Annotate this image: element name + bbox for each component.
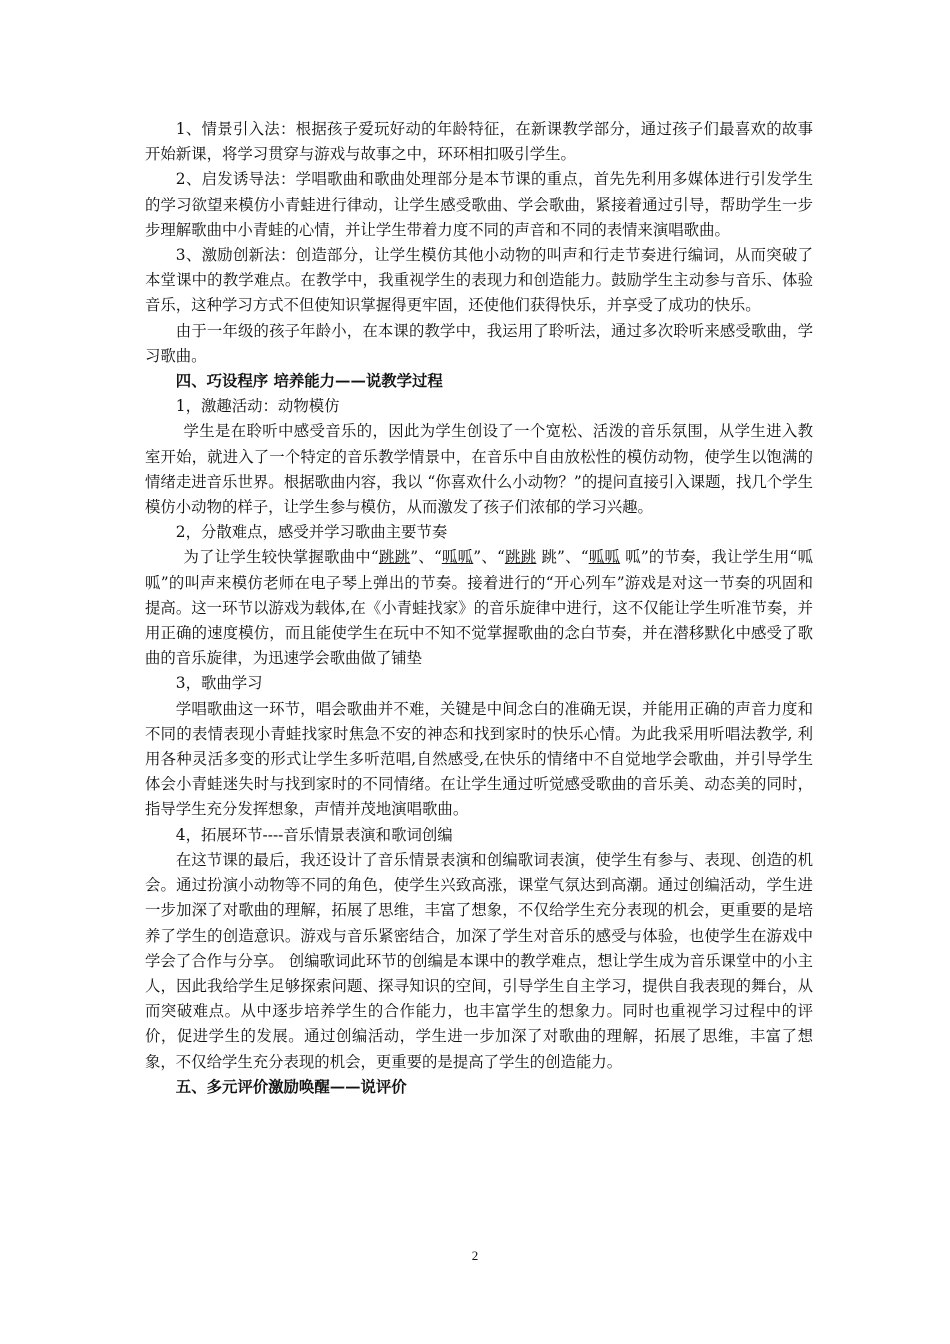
subheading-extension: 4，拓展环节----音乐情景表演和歌词创编: [175, 825, 453, 844]
paragraph-encouragement-method: 3、激励创新法：创造部分，让学生模仿其他小动物的叫声和行走节奏进行编词，从而突破了本堂课中的教学难点。在教学中，我重视学生的表现力和创造能力。鼓励学生主动参与音乐、体验音乐，这种学习方式不但使知识掌握得更牢固，还使他们获得快乐，并享受了成功的快乐。: [145, 246, 813, 315]
subheading-animal-imitation: 1，激趣活动：动物模仿: [175, 397, 340, 416]
rhythm-text-a: 为了让学生较快掌握歌曲中“: [183, 548, 379, 567]
section-heading-evaluation: 五、多元评价激励唤醒——说评价: [175, 1077, 407, 1096]
rhythm-text-b: ”、“: [410, 548, 442, 567]
rhythm-text-e: 呱”的节奏，我让学生用“呱呱”的叫声来模仿老师在电子琴上弹出的节奏。接着进行的“开心列车”游戏是对这一节奏的巩固和提高。这一环节以游戏为载体,在《小青蛙找家》的音乐旋律中进行，这不仅能让学生听准节奏，并用正确的速度模仿，而且能使学生在玩中不知不觉掌握歌曲的念白节奏，并在潜移默化中感受了歌曲的音乐旋律，为迅速学会歌曲做了铺垫: [145, 548, 813, 668]
rhythm-text-d: 跳”、“: [536, 548, 589, 567]
rhythm-underlined-4: 呱呱: [588, 548, 621, 567]
rhythm-underlined-1: 跳跳: [378, 548, 411, 567]
paragraph-animal-imitation: 学生是在聆听中感受音乐的，因此为学生创设了一个宽松、活泼的音乐氛围，从学生进入教室开始，就进入了一个特定的音乐教学情景中，在音乐中自由放松性的模仿动物，使学生以饱满的情绪走进音乐世界。根据歌曲内容，我以 “你喜欢什么小动物？”的提问直接引入课题，找几个学生模仿小动物的样子，让学生参与模仿，从而激发了孩子们浓郁的学习兴趣。: [145, 422, 813, 517]
rhythm-underlined-3: 跳跳: [504, 548, 537, 567]
paragraph-rhythm: [145, 545, 813, 671]
paragraph-song-learning: 学唱歌曲这一环节，唱会歌曲并不难，关键是中间念白的准确无误，并能用正确的声音力度和不同的表情表现小青蛙找家时焦急不安的神态和找到家时的快乐心情。为此我采用听唱法教学, 利用各种灵活多变的形式让学生多听范唱,自然感受,在快乐的情绪中不自觉地学会歌曲，并引导学生体会小青蛙迷失时与找到家时的不同情绪。在让学生通过听觉感受歌曲的音乐美、动态美的同时，指导学生充分发挥想象，声情并茂地演唱歌曲。: [145, 699, 813, 819]
paragraph-inspiration-method: 2、启发诱导法：学唱歌曲和歌曲处理部分是本节课的重点，首先先利用多媒体进行引发学生的学习欲望来模仿小青蛙进行律动，让学生感受歌曲、学会歌曲，紧接着通过引导，帮助学生一步步理解歌曲中小青蛙的心情，并让学生带着力度不同的声音和不同的表情来演唱歌曲。: [145, 170, 813, 239]
section-heading-teaching-process: 四、巧设程序 培养能力——说教学过程: [175, 372, 443, 391]
paragraph-listening-method: 由于一年级的孩子年龄小，在本课的教学中，我运用了聆听法，通过多次聆听来感受歌曲，学习歌曲。: [145, 321, 813, 365]
paragraph-situational-method: 1、情景引入法：根据孩子爱玩好动的年龄特征，在新课教学部分，通过孩子们最喜欢的故事开始新课，将学习贯穿与游戏与故事之中，环环相扣吸引学生。: [145, 120, 813, 164]
page-number: 2: [471, 1248, 479, 1263]
subheading-rhythm: 2，分散难点，感受并学习歌曲主要节奏: [175, 523, 448, 542]
subheading-song-learning: 3，歌曲学习: [175, 674, 263, 693]
rhythm-text-c: ”、“: [473, 548, 505, 567]
paragraph-extension: 在这节课的最后，我还设计了音乐情景表演和创编歌词表演，使学生有参与、表现、创造的机会。通过扮演小动物等不同的角色，使学生兴致高涨，课堂气氛达到高潮。通过创编活动，学生进一步加深了对歌曲的理解，拓展了思维，丰富了想象，不仅给学生充分表现的机会，更重要的是培养了学生的创造意识。游戏与音乐紧密结合，加深了学生对音乐的感受与体验，也使学生在游戏中学会了合作与分享。 创编歌词此环节的创编是本课中的教学难点，想让学生成为音乐课堂中的小主人，因此我给学生足够探索问题、探寻知识的空间，引导学生自主学习，提供自我表现的舞台，从而突破难点。从中逐步培养学生的合作能力，也丰富学生的想象力。同时也重视学习过程中的评价，促进学生的发展。通过创编活动，学生进一步加深了对歌曲的理解，拓展了思维，丰富了想象，不仅给学生充分表现的机会，更重要的是提高了学生的创造能力。: [145, 850, 813, 1071]
document-body: [145, 117, 813, 1100]
rhythm-underlined-2: 呱呱: [441, 548, 474, 567]
